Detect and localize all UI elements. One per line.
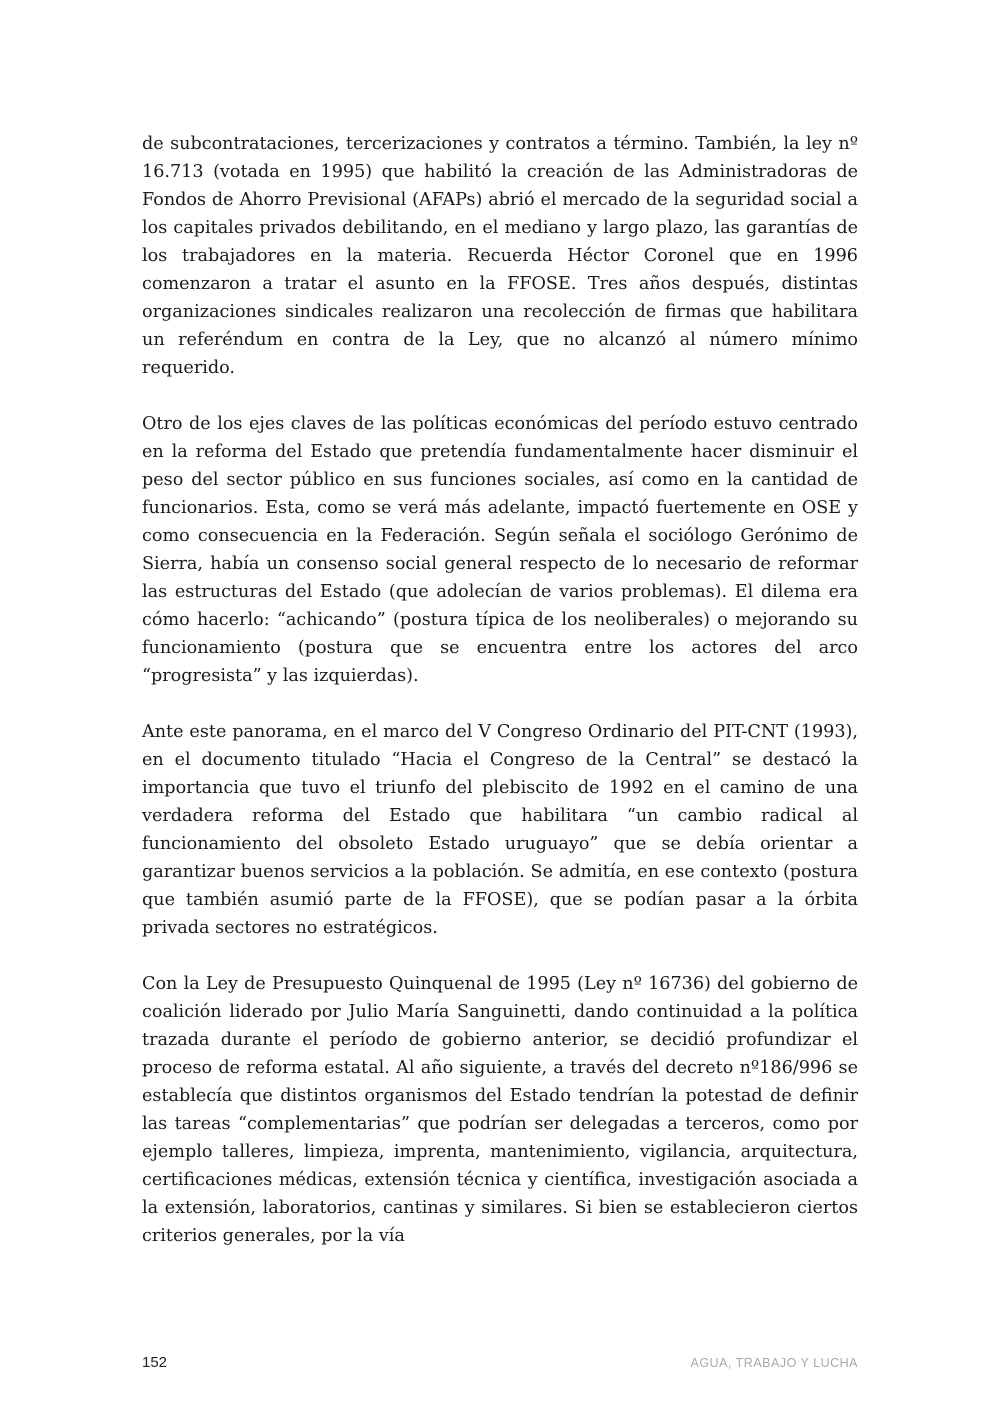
page-number: 152	[142, 1354, 168, 1371]
paragraph-4: Con la Ley de Presupuesto Quinquenal de 1995 (Ley nº 16736) del gobierno de coalición liderado por Julio María Sanguinetti, dando continuidad a la política trazada durante el período de gobierno anterior, se decidió profundizar el proceso de reforma estatal. Al año siguiente, a través del decreto nº186/996 se establecía que distintos organismos del Estado tendrían la potestad de definir las tareas “complementarias” que podrían ser delegadas a terceros, como por ejemplo talleres, limpieza, imprenta, mantenimiento, vigilancia, arquitectura, certificaciones médicas, extensión técnica y científica, investigación asociada a la extensión, laboratorios, cantinas y similares. Si bien se establecieron ciertos criterios generales, por la vía	[142, 974, 858, 1246]
paragraph-2: Otro de los ejes claves de las políticas económicas del período estuvo centrado en la reforma del Estado que pretendía fundamentalmente hacer disminuir el peso del sector público en sus funciones sociales, así como en la cantidad de funcionarios. Esta, como se verá más adelante, impactó fuertemente en OSE y como consecuencia en la Federación. Según señala el sociólogo Gerónimo de Sierra, había un consenso social general respecto de lo necesario de reformar las estructuras del Estado (que adolecían de varios problemas). El dilema era cómo hacerlo: “achicando” (postura típica de los neoliberales) o mejorando su funcionamiento (postura que se encuentra entre los actores del arco “progresista” y las izquierdas).	[142, 414, 858, 686]
running-footer-title: AGUA, TRABAJO Y LUCHA	[690, 1356, 858, 1370]
paragraph-3: Ante este panorama, en el marco del V Congreso Ordinario del PIT-CNT (1993), en el documento titulado “Hacia el Congreso de la Central” se destacó la importancia que tuvo el triunfo del plebiscito de 1992 en el camino de una verdadera reforma del Estado que habilitara “un cambio radical al funcionamiento del obsoleto Estado uruguayo” que se debía orientar a garantizar buenos servicios a la población. Se admitía, en ese contexto (postura que también asumió parte de la FFOSE), que se podían pasar a la órbita privada sectores no estratégicos.	[142, 722, 858, 938]
body-text	[142, 130, 858, 1278]
paragraph-1: de subcontrataciones, tercerizaciones y contratos a término. También, la ley nº 16.713 (votada en 1995) que habilitó la creación de las Administradoras de Fondos de Ahorro Previsional (AFAPs) abrió el mercado de la seguridad social a los capitales privados debilitando, en el mediano y largo plazo, las garantías de los trabajadores en la materia. Recuerda Héctor Coronel que en 1996 comenzaron a tratar el asunto en la FFOSE. Tres años después, distintas organizaciones sindicales realizaron una recolección de firmas que habilitara un referéndum en contra de la Ley, que no alcanzó al número mínimo requerido.	[142, 134, 858, 378]
